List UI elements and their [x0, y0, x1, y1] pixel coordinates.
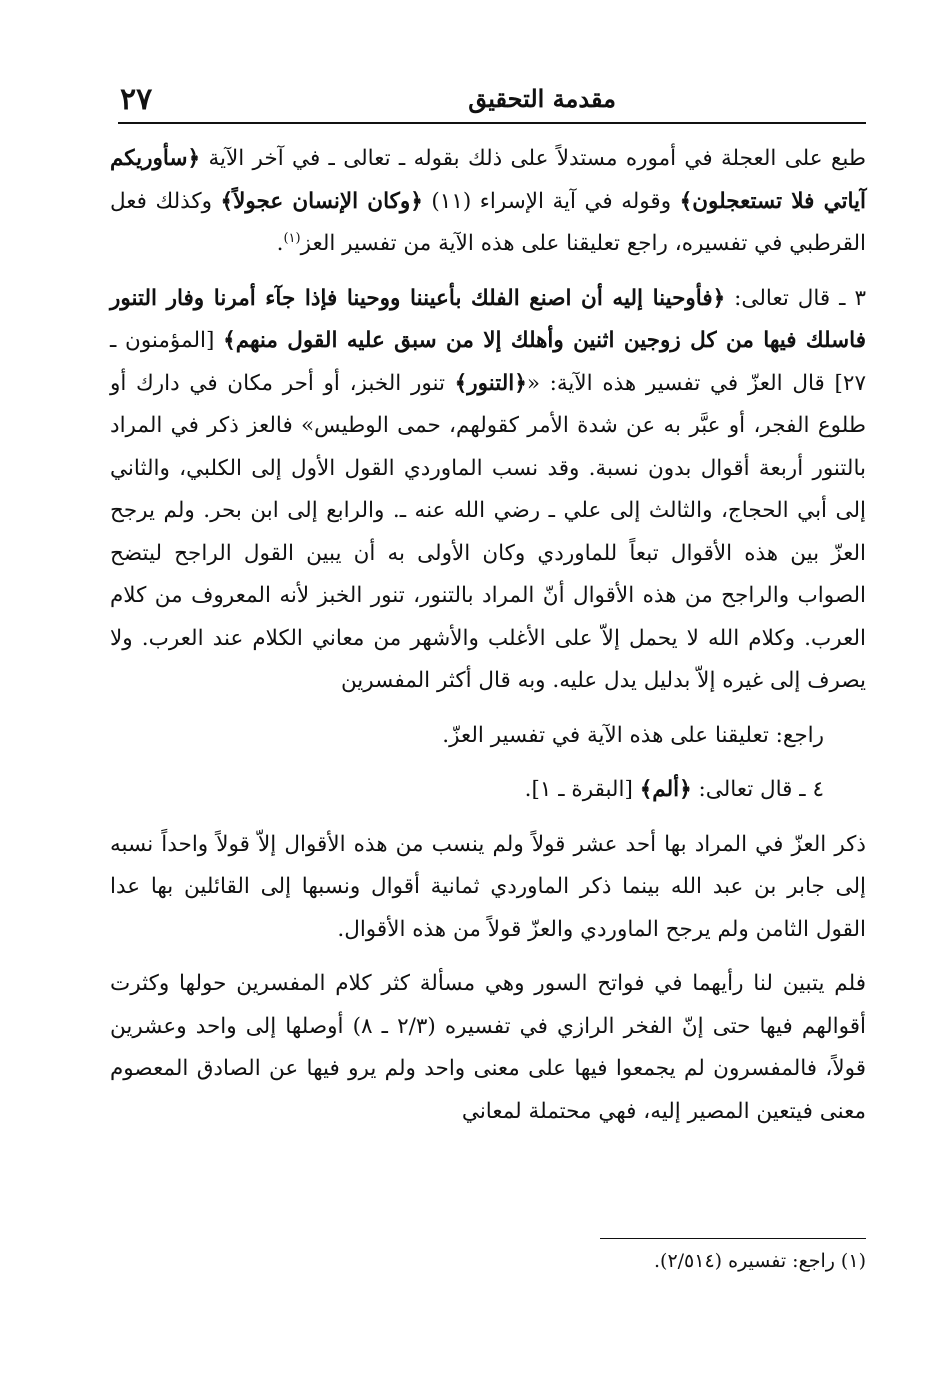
body-paragraph — [110, 769, 866, 812]
quran-verse-quote: ﴿وكان الإنسان عجولاً﴾ — [220, 188, 423, 214]
text-segment: طبع على العجلة في أموره مستدلاً على ذلك بقوله ـ تعالى ـ في آخر الآية — [200, 146, 866, 171]
text-segment: [المؤمنون ـ ٢٧] قال العزّ في تفسير هذه الآية: « — [110, 328, 866, 396]
footnote-separator — [600, 1238, 866, 1239]
text-segment: [البقرة ـ ١]. — [524, 777, 640, 802]
text-segment: ٤ ـ قال تعالى: — [691, 777, 824, 802]
text-segment: . — [276, 231, 284, 256]
text-segment: ٣ ـ قال تعالى: — [725, 285, 866, 311]
body-paragraph — [110, 963, 866, 1133]
running-title: مقدمة التحقيق — [468, 84, 616, 113]
text-segment: ذكر العزّ في المراد بها أحد عشر قولاً ولم ينسب من هذه الأقوال إلاّ قولاً واحداً نسبه إلى جابر بن عبد الله بينما ذكر الماوردي ثمانية أقوال ونسبها إلى القائلين بها عدا القول الثامن ولم يرجح الماوردي والعزّ قولاً من هذه الأقوال. — [110, 831, 866, 942]
text-segment: وكذلك فعل القرطبي في تفسيره، راجع تعليقنا على هذه الآية من تفسير العز — [110, 188, 866, 256]
quran-verse-quote: ﴿سأوريكم آياتي فلا تستعجلون﴾ — [110, 146, 866, 214]
quran-verse-quote: ﴿التنور﴾ — [454, 370, 527, 396]
text-segment: فلم يتبين لنا رأيهما في فواتح السور وهي مسألة كثر كلام المفسرين حولها وكثرت أقوالهم فيها حتى إنّ الفخر الرازي في تفسيره (٢/٣ ـ ٨) أوصلها إلى واحد وعشرين قولاً، فالمفسرون لم يجمعوا فيها على معنى واحد ولم يرو فيها عن الصادق المعصوم معنى فيتعين المصير إليه، فهي محتملة لمعاني — [110, 971, 866, 1124]
body-text — [110, 138, 866, 1145]
body-paragraph — [110, 278, 866, 703]
quran-verse-quote: ﴿ألم﴾ — [639, 777, 692, 802]
body-paragraph — [110, 824, 866, 952]
body-paragraph — [110, 138, 866, 266]
text-segment: وقوله في آية الإسراء (١١) — [422, 188, 680, 214]
footnote-reference: (١) — [283, 230, 301, 246]
page-number: ٢٧ — [120, 82, 153, 117]
text-segment: تنور الخبز، أو أحر مكان في دارك أو طلوع الفجر، أو عبَّر به عن شدة الأمر كقولهم، حمى الوطيس» فالعز ذكر في المراد بالتنور أربعة أقوال بدون نسبة. وقد نسب الماوردي القول الأول إلى الكلبي، والثاني إلى أبي الحجاج، والثالث إلى علي ـ رضي الله عنه ـ. والرابع إلى ابن بحر. ولم يرجح العزّ بين هذه الأقوال تبعاً للماوردي وكان الأولى به أن يبين القول الراجح ليتضح الصواب والراجح من هذه الأقوال أنّ المراد بالتنور، تنور الخبز لأنه المعروف من كلام العرب. وكلام الله لا يحمل إلاّ على الأغلب والأشهر من معاني الكلام عند العرب. ولا يصرف إلى غيره إلاّ بدليل يدل عليه. وبه قال أكثر المفسرين — [110, 370, 866, 693]
page-header — [118, 78, 866, 124]
quran-verse-quote: ﴿فأوحينا إليه أن اصنع الفلك بأعيننا ووحينا فإذا جآء أمرنا وفار التنور فاسلك فيها من كل زوجين اثنين وأهلك إلا من سبق عليه القول منهم﴾ — [110, 285, 866, 353]
body-paragraph — [110, 715, 866, 758]
text-segment: راجع: تعليقنا على هذه الآية في تفسير العزّ. — [442, 722, 824, 748]
footnote: (١) راجع: تفسيره (٢/٥١٤). — [653, 1250, 866, 1272]
